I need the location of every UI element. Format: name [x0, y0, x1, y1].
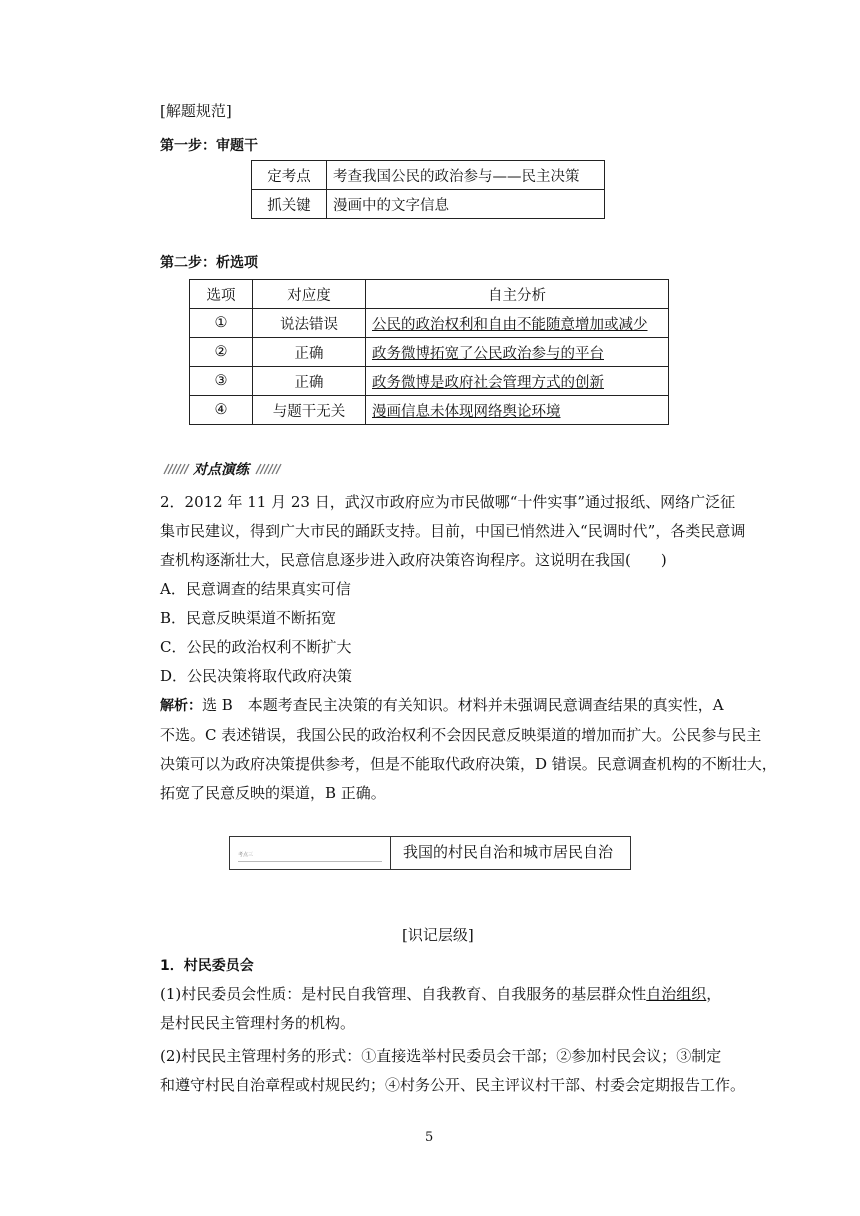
knowledge-p1-line2: 是村民民主管理村务的机构。: [160, 1014, 356, 1032]
section-label: [解题规范]: [160, 102, 232, 120]
table-header-row: [190, 280, 669, 309]
table-cell: 公民的政治权利和自由不能随意增加或减少: [366, 309, 669, 338]
step2-table: [189, 279, 669, 425]
knowledge-p1-underlined: 自治组织: [646, 985, 707, 1003]
table-row: [190, 396, 669, 425]
analysis-line: 决策可以为政府决策提供参考，但是不能取代政府决策，D 错误。民意调查机构的不断壮大，: [160, 755, 777, 773]
table-row: [190, 309, 669, 338]
analysis-label: 解析：: [160, 698, 202, 714]
topic-box-label-cell: [230, 837, 391, 869]
practice-banner: [160, 458, 290, 480]
page-number: 5: [425, 1130, 434, 1145]
question-stem-line: 2．2012 年 11 月 23 日，武汉市政府应为市民做哪“十件实事”通过报纸、网络广泛征: [160, 493, 736, 511]
table-cell: 抓关键: [252, 190, 327, 219]
table-cell: 政务微博拓宽了公民政治参与的平台: [366, 338, 669, 367]
table-cell: 定考点: [252, 161, 327, 190]
analysis-line: 选 B 本题考查民主决策的有关知识。材料并未强调民意调查结果的真实性，A: [202, 696, 724, 714]
topic-box: [229, 836, 631, 870]
practice-banner-label: 对点演练: [193, 462, 249, 478]
option-c: C．公民的政治权利不断扩大: [160, 638, 352, 656]
step2-title: 第二步：析选项: [160, 255, 258, 271]
table-row: [190, 367, 669, 396]
step1-table: [251, 160, 605, 219]
knowledge-body: [160, 980, 745, 1100]
topic-box-rule: [238, 861, 382, 862]
table-cell: 考查我国公民的政治参与——民主决策: [327, 161, 605, 190]
knowledge-p1-suffix: ，: [706, 985, 722, 1003]
table-cell: 与题干无关: [253, 396, 366, 425]
table-row: [252, 190, 605, 219]
table-cell: ①: [190, 309, 253, 338]
table-cell: ③: [190, 367, 253, 396]
knowledge-p2-line2: 和遵守村民自治章程或村规民约；④村务公开、民主评议村干部、村委会定期报告工作。: [160, 1076, 746, 1094]
table-header: 自主分析: [366, 280, 669, 309]
analysis-block: [160, 691, 777, 808]
question-stem-line: 集市民建议，得到广大市民的踊跃支持。目前，中国已悄然进入“民调时代”，各类民意调: [160, 522, 746, 540]
table-cell: ④: [190, 396, 253, 425]
table-row: [190, 338, 669, 367]
knowledge-heading: 1．村民委员会: [160, 958, 254, 974]
option-b: B．民意反映渠道不断拓宽: [160, 609, 337, 627]
question-stem-line: 查机构逐渐壮大，民意信息逐步进入政府决策咨询程序。这说明在我国( ): [160, 551, 667, 569]
analysis-line: 拓宽了民意反映的渠道，B 正确。: [160, 784, 386, 802]
analysis-line: 不选。C 表述错误，我国公民的政治权利不会因民意反映渠道的增加而扩大。公民参与民主: [160, 726, 762, 744]
topic-box-title: 我国的村民自治和城市居民自治: [403, 843, 614, 861]
table-cell: 说法错误: [253, 309, 366, 338]
table-header: 对应度: [253, 280, 366, 309]
topic-box-small-label: 考点三: [238, 852, 254, 858]
table-cell: 漫画信息未体现网络舆论环境: [366, 396, 669, 425]
option-a: A．民意调查的结果真实可信: [160, 580, 351, 598]
table-cell: 正确: [253, 338, 366, 367]
knowledge-p2-line1: (2)村民民主管理村务的形式：①直接选举村民委员会干部；②参加村民会议；③制定: [160, 1047, 722, 1065]
table-cell: 漫画中的文字信息: [327, 190, 605, 219]
table-cell: 政务微博是政府社会管理方式的创新: [366, 367, 669, 396]
table-row: [252, 161, 605, 190]
table-cell: ②: [190, 338, 253, 367]
step1-title: 第一步：审题干: [160, 138, 258, 154]
level-label: [识记层级]: [402, 926, 474, 944]
table-header: 选项: [190, 280, 253, 309]
knowledge-p1-prefix: (1)村民委员会性质：是村民自我管理、自我教育、自我服务的基层群众性: [160, 985, 647, 1003]
table-cell: 正确: [253, 367, 366, 396]
question-stem: [160, 488, 745, 691]
option-d: D．公民决策将取代政府决策: [160, 667, 353, 685]
